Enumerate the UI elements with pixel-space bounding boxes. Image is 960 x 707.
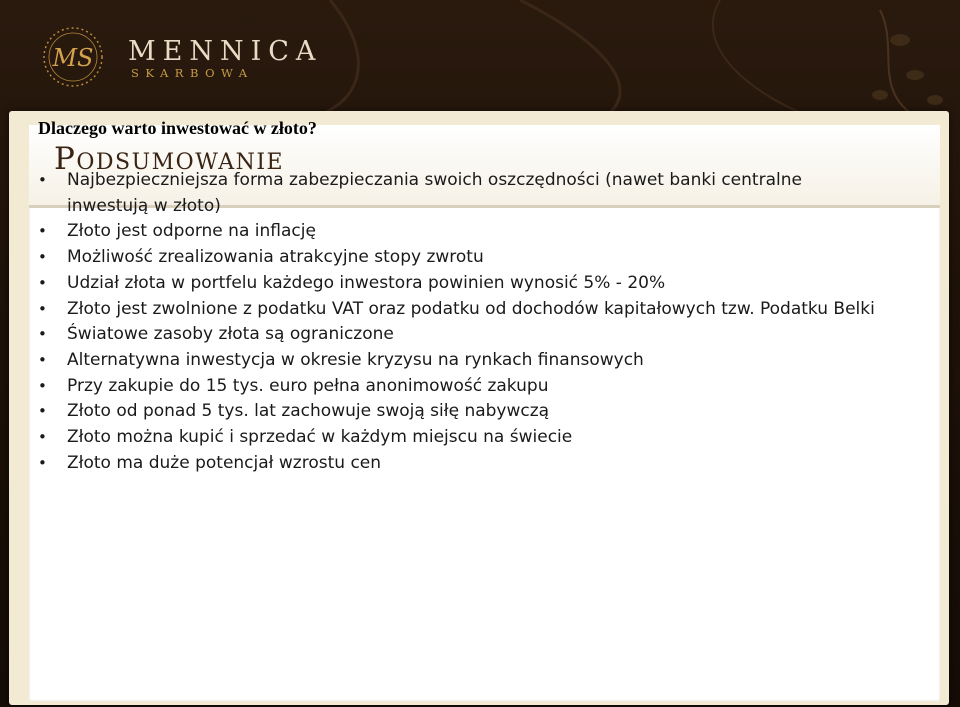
brand-subtitle: SKARBOWA xyxy=(131,66,254,80)
slide-title: Podsumowanie xyxy=(54,141,285,177)
bullet-item: • Złoto jest zwolnione z podatku VAT oraz podatku od dochodów kapitałowych tzw. Podatku Belki xyxy=(38,297,878,323)
slide-question: Dlaczego warto inwestować w złoto? xyxy=(38,118,317,138)
mennica-monogram-logo xyxy=(38,22,108,92)
brand-name: MENNICA xyxy=(128,36,323,67)
bullet-item: • Złoto ma duże potencjał wzrostu cen xyxy=(38,451,878,477)
bullet-item: • Złoto jest odporne na inflację xyxy=(38,219,878,245)
bullet-item: • Udział złota w portfelu każdego inwestora powinien wynosić 5% - 20% xyxy=(38,271,878,297)
logo-monogram: MS xyxy=(52,44,94,72)
bullet-item: • Najbezpieczniejsza forma zabezpieczania swoich oszczędności (nawet banki centralne inwestują w złoto) xyxy=(38,168,878,219)
bullet-item: • Przy zakupie do 15 tys. euro pełna anonimowość zakupu xyxy=(38,374,878,400)
bullet-item: • Światowe zasoby złota są ograniczone xyxy=(38,322,878,348)
bullet-item: • Złoto od ponad 5 tys. lat zachowuje swoją siłę nabywczą xyxy=(38,399,878,425)
bullet-item: • Alternatywna inwestycja w okresie kryzysu na rynkach finansowych xyxy=(38,348,878,374)
bullet-item: • Złoto można kupić i sprzedać w każdym miejscu na świecie xyxy=(38,425,878,451)
bullet-item: • Możliwość zrealizowania atrakcyjne stopy zwrotu xyxy=(38,245,878,271)
bullet-list xyxy=(38,168,878,476)
